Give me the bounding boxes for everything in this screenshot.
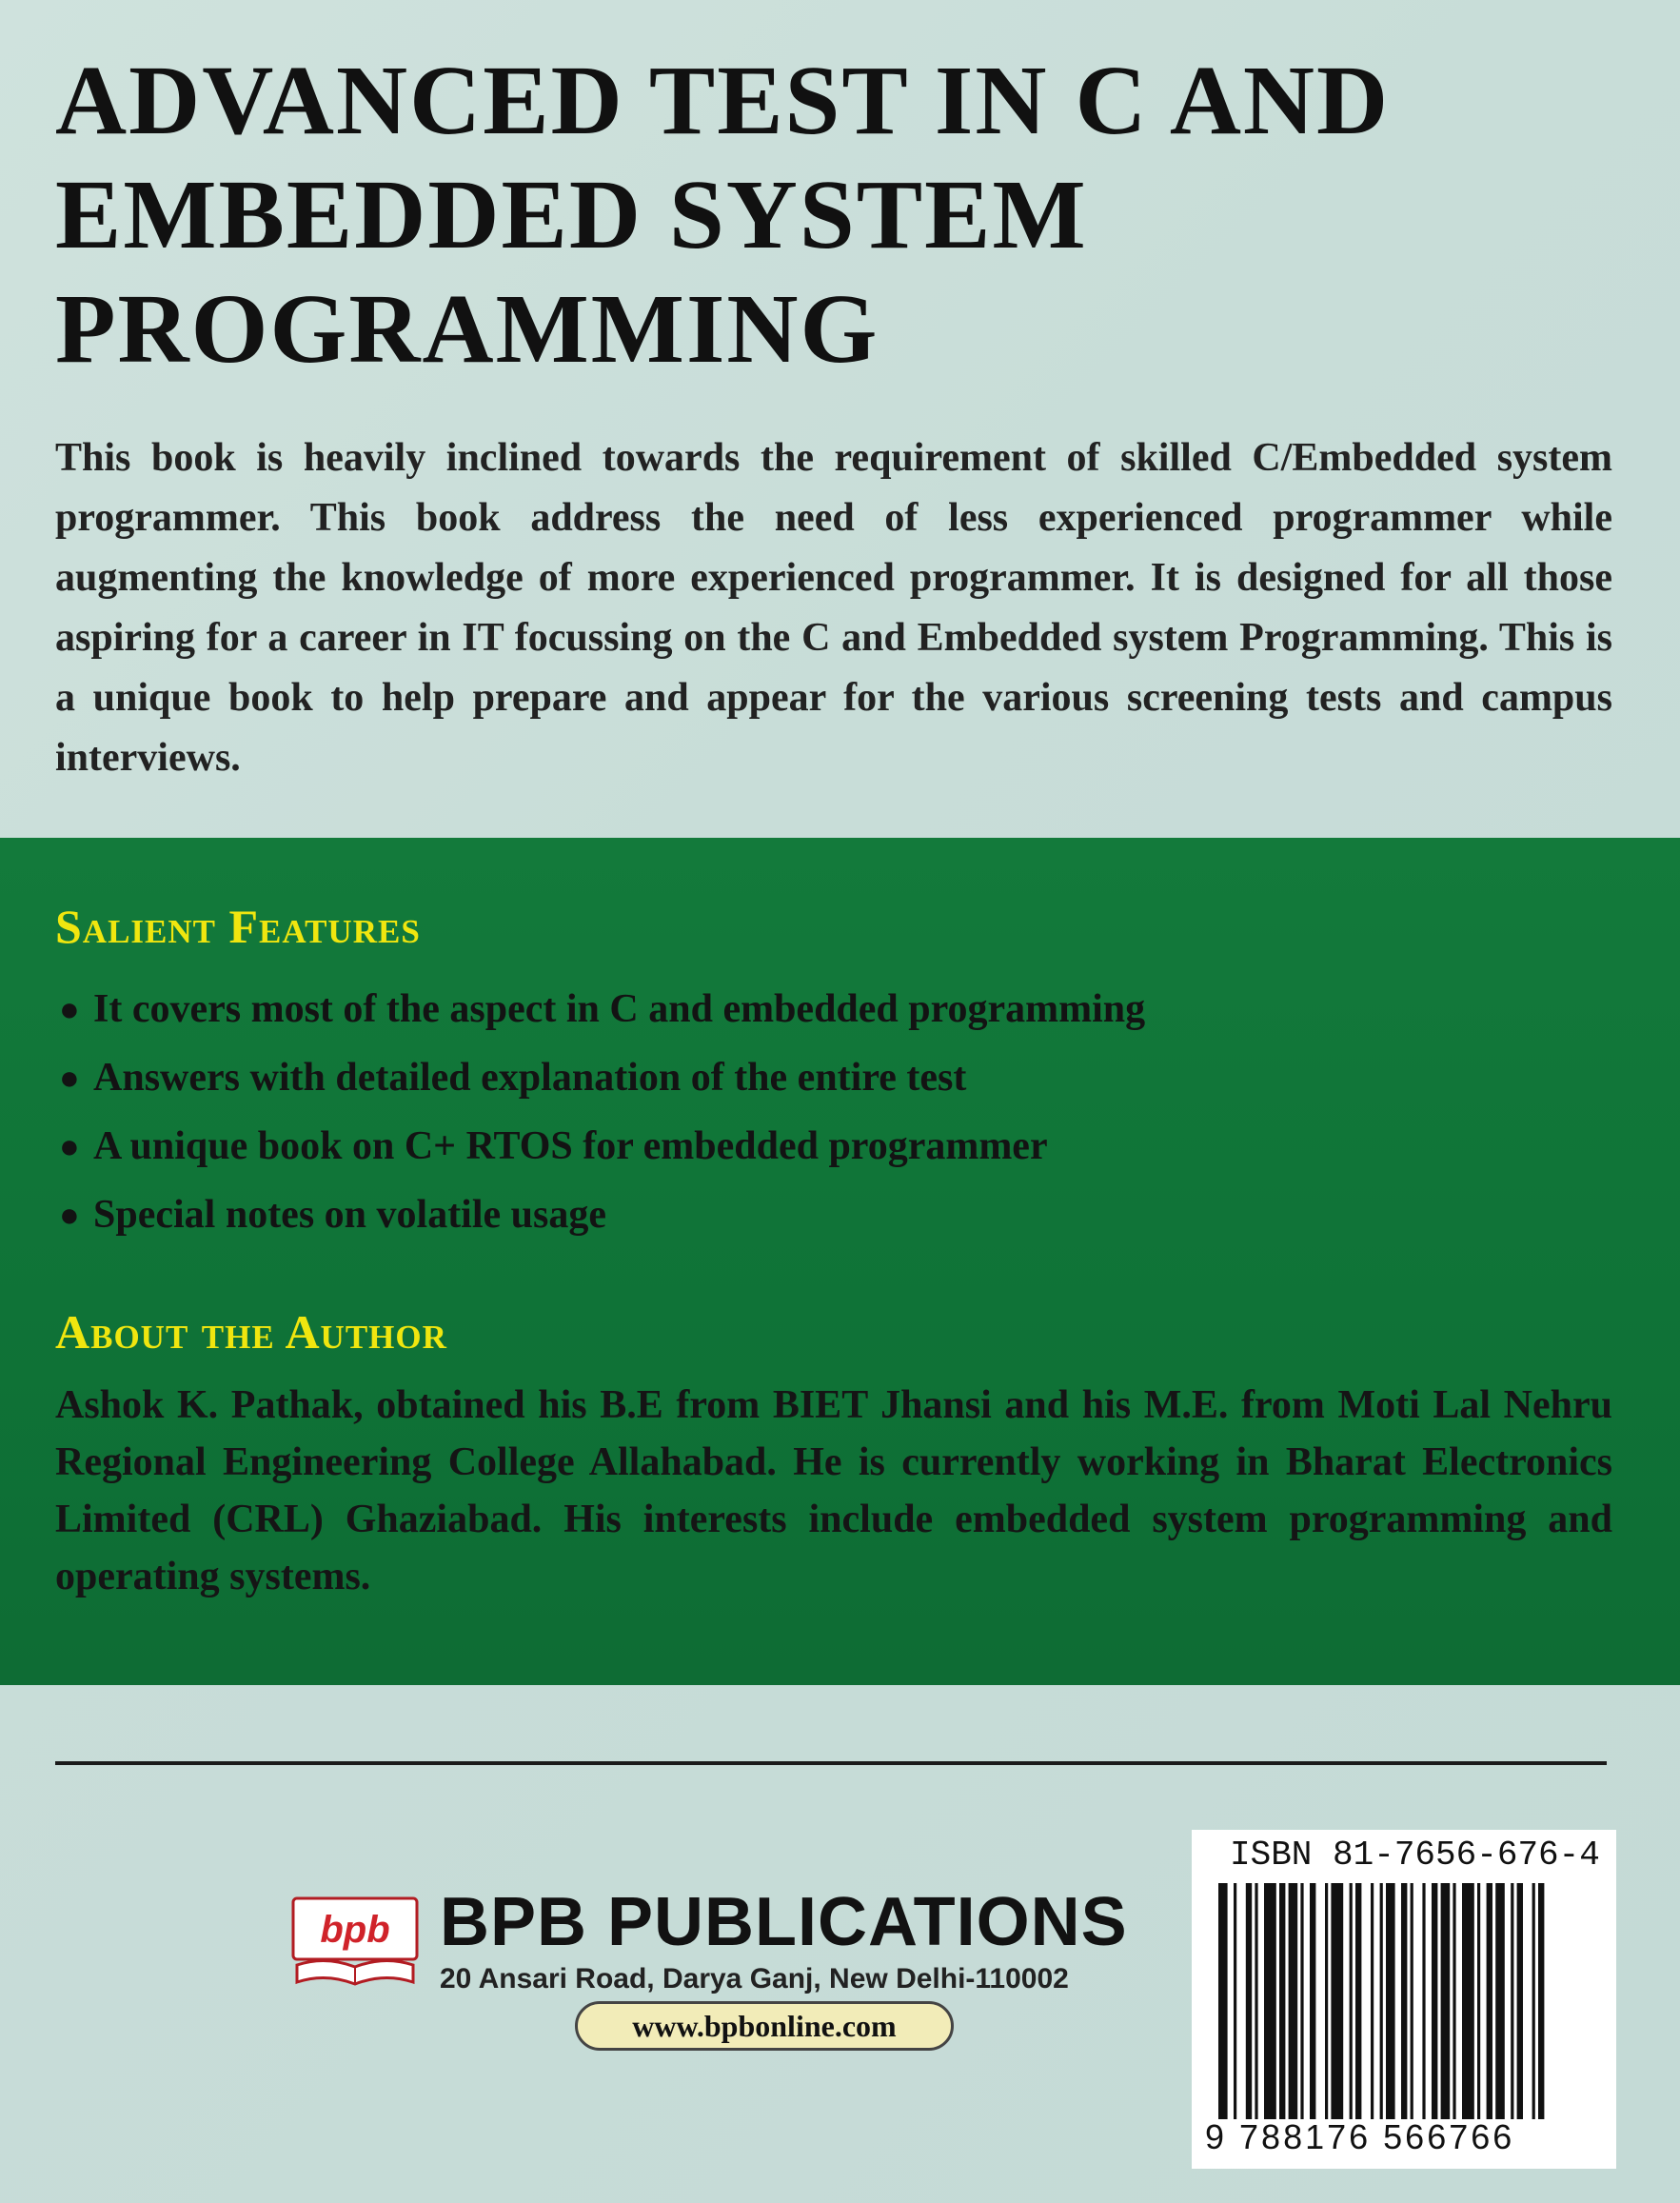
barcode-bar: [1279, 1883, 1285, 2119]
book-title: [55, 44, 1616, 387]
barcode-bar: [1380, 1883, 1383, 2119]
barcode-bar: [1538, 1883, 1544, 2119]
title-line-1: ADVANCED TEST IN C AND: [55, 46, 1391, 155]
barcode-bar: [1532, 1883, 1535, 2119]
barcode-icon: [1218, 1883, 1599, 2119]
bullet-icon: ●: [59, 1059, 80, 1097]
features-list: [55, 975, 1483, 1249]
publisher-website[interactable]: www.bpbonline.com: [575, 2001, 954, 2051]
list-item: ● Answers with detailed explanation of the entire test: [55, 1043, 1483, 1112]
barcode-bar: [1386, 1883, 1395, 2119]
list-item: ● A unique book on C+ RTOS for embedded programmer: [55, 1112, 1483, 1181]
title-line-3: PROGRAMMING: [55, 274, 880, 384]
barcode-bar: [1495, 1883, 1505, 2119]
barcode-bar: [1441, 1883, 1451, 2119]
barcode-bar: [1331, 1883, 1343, 2119]
about-author-heading: About the Author: [55, 1305, 447, 1359]
barcode-bar: [1325, 1883, 1328, 2119]
intro-paragraph: This book is heavily inclined towards the requirement of skilled C/Embedded system programmer. This book address the need of less experienced programmer while augmenting the knowledge of more experienced programmer. It is designed for all those aspiring for a career in IT focussing on the C and Embedded system Programming. This is a unique book to help prepare and appear for the various screening tests and campus interviews.: [55, 436, 1612, 780]
barcode-bar: [1411, 1883, 1413, 2119]
salient-features-heading: Salient Features: [55, 900, 421, 953]
barcode-bar: [1422, 1883, 1425, 2119]
bullet-icon: ●: [59, 1127, 80, 1165]
barcode-bar: [1264, 1883, 1276, 2119]
list-item: ● Special notes on volatile usage: [55, 1181, 1483, 1249]
barcode-bar: [1255, 1883, 1257, 2119]
ean-number: 9 788176 566766: [1205, 2117, 1515, 2156]
publisher-name: BPB PUBLICATIONS: [440, 1884, 1128, 1960]
barcode-bar: [1310, 1883, 1315, 2119]
barcode-panel: [1192, 1830, 1616, 2169]
barcode-bar: [1487, 1883, 1492, 2119]
barcode-bar: [1371, 1883, 1374, 2119]
title-line-2: EMBEDDED SYSTEM: [55, 160, 1088, 269]
barcode-bar: [1477, 1883, 1480, 2119]
barcode-bar: [1401, 1883, 1407, 2119]
isbn-label: ISBN 81-7656-676-4: [1230, 1836, 1600, 1875]
barcode-bar: [1218, 1883, 1228, 2119]
barcode-bar: [1350, 1883, 1353, 2119]
publisher-logo-icon: [291, 1896, 419, 1988]
barcode-bar: [1517, 1883, 1523, 2119]
barcode-bar: [1246, 1883, 1252, 2119]
bullet-icon: ●: [59, 990, 80, 1028]
barcode-bar: [1432, 1883, 1437, 2119]
barcode-bar: [1289, 1883, 1298, 2119]
barcode-bar: [1355, 1883, 1361, 2119]
barcode-bar: [1300, 1883, 1303, 2119]
bullet-icon: ●: [59, 1196, 80, 1234]
barcode-bar: [1453, 1883, 1455, 2119]
author-bio: Ashok K. Pathak, obtained his B.E from BIET Jhansi and his M.E. from Moti Lal Nehru Regional Engineering College Allahabad. He is currently working in Bharat Electronics Limited (CRL) Ghaziabad. His interests include embedded system programming and operating systems.: [55, 1383, 1612, 1598]
list-item: ● It covers most of the aspect in C and embedded programming: [55, 975, 1483, 1043]
divider: [55, 1761, 1607, 1765]
barcode-bar: [1462, 1883, 1474, 2119]
barcode-bar: [1511, 1883, 1513, 2119]
logo-text: bpb: [320, 1909, 390, 1951]
publisher-address: 20 Ansari Road, Darya Ganj, New Delhi-110002: [440, 1963, 1069, 1995]
barcode-bar: [1234, 1883, 1236, 2119]
